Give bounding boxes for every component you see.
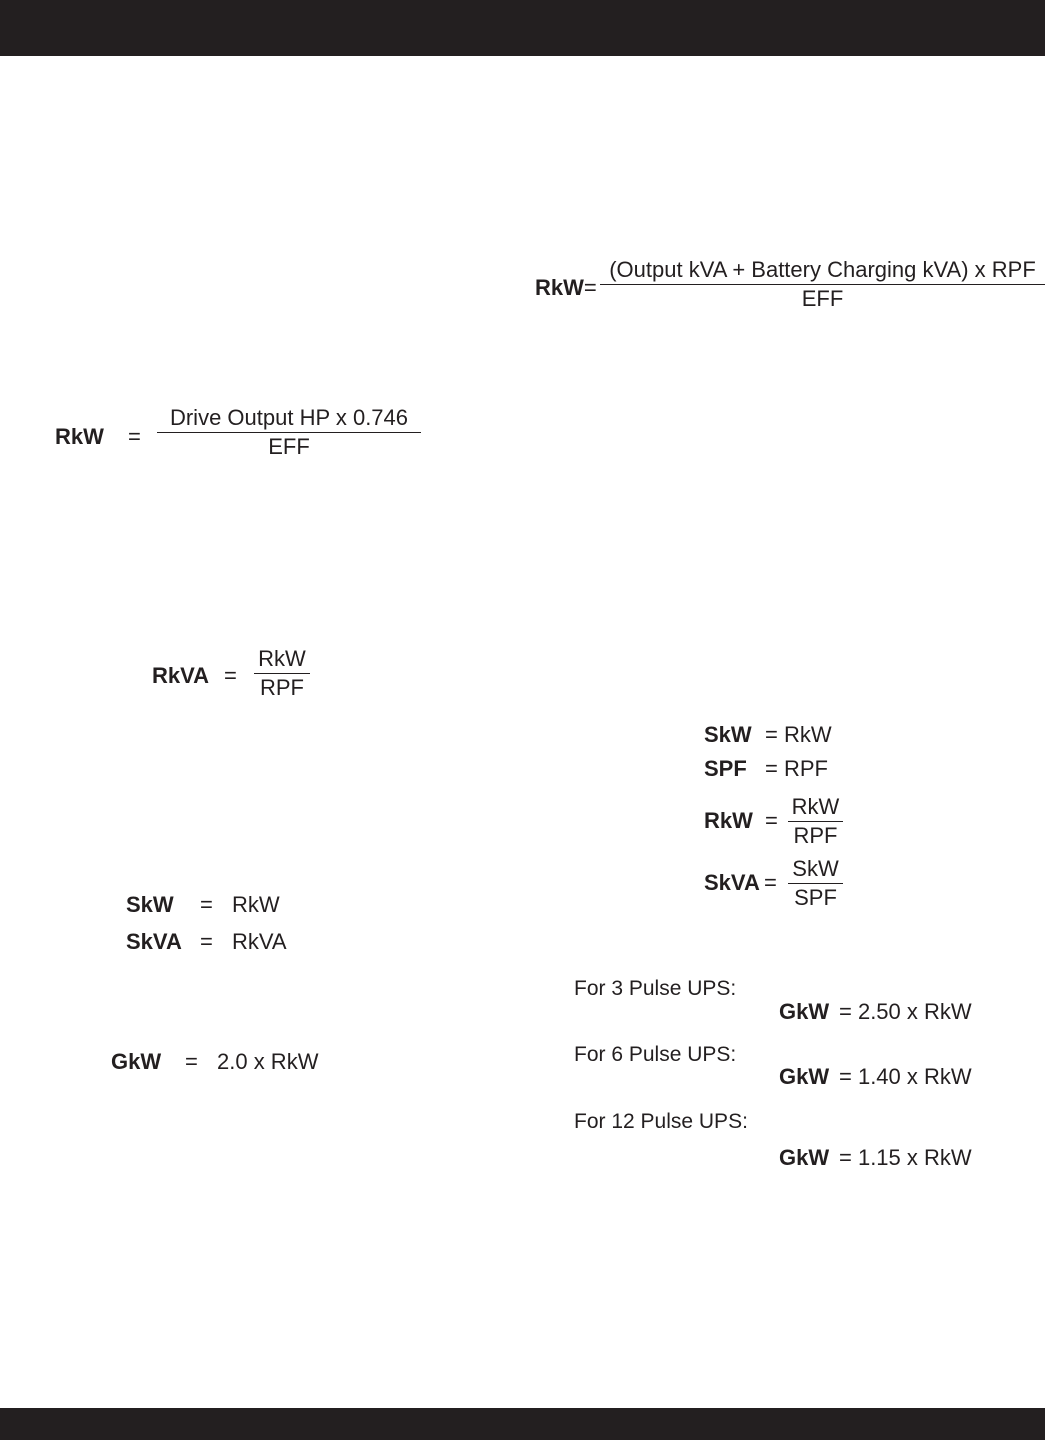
pulse-gkw-rhs-12: = 1.15 x RkW (839, 1145, 972, 1170)
drive-rkw-equals: = (128, 424, 141, 449)
skva-left-lhs: SkVA (126, 929, 182, 954)
gkw-left-equals: = (185, 1049, 198, 1074)
fraction-numerator: (Output kVA + Battery Charging kVA) x RPF (609, 257, 1036, 282)
fraction-denominator: RPF (260, 675, 304, 700)
footer-bar (0, 1408, 1045, 1440)
rkva-fraction (254, 648, 310, 699)
fraction-numerator: SkW (792, 856, 839, 881)
rkw-right-equals: = (765, 808, 778, 833)
drive-rkw-fraction (157, 407, 421, 458)
skva-right-fraction (788, 858, 843, 909)
rkva-lhs: RkVA (152, 663, 210, 688)
skw-left-equals: = (200, 892, 213, 917)
rkva-equals: = (224, 663, 237, 688)
pulse-gkw-lhs-6: GkW (779, 1064, 830, 1089)
pulse-label-6: For 6 Pulse UPS: (574, 1043, 737, 1066)
skw-left-lhs: SkW (126, 892, 174, 917)
fraction-denominator: SPF (794, 885, 837, 910)
fraction-denominator: EFF (801, 286, 844, 311)
rkw-right-fraction (788, 796, 843, 847)
gkw-left-lhs: GkW (111, 1049, 162, 1074)
pulse-gkw-rhs-6: = 1.40 x RkW (839, 1064, 972, 1089)
fraction-numerator: Drive Output HP x 0.746 (169, 405, 409, 430)
fraction-denominator: EFF (268, 434, 310, 459)
ups-rkw-fraction (600, 259, 1045, 310)
header-bar (0, 0, 1045, 56)
spf-right-lhs: SPF (704, 756, 747, 781)
pulse-label-3: For 3 Pulse UPS: (574, 977, 737, 1000)
fraction-numerator: RkW (258, 646, 306, 671)
pulse-gkw-rhs-3: = 2.50 x RkW (839, 999, 972, 1024)
skw-right-rhs: = RkW (765, 722, 832, 747)
spf-right-rhs: = RPF (765, 756, 828, 781)
fraction-denominator: RPF (793, 823, 838, 848)
pulse-gkw-lhs-3: GkW (779, 999, 830, 1024)
skva-right-equals: = (764, 870, 777, 895)
gkw-left-rhs: 2.0 x RkW (217, 1049, 319, 1074)
pulse-gkw-lhs-12: GkW (779, 1145, 830, 1170)
fraction-numerator: RkW (791, 794, 840, 819)
skva-left-rhs: RkVA (232, 929, 287, 954)
skva-left-equals: = (200, 929, 213, 954)
skw-right-lhs: SkW (704, 722, 752, 747)
skva-right-lhs: SkVA (704, 870, 760, 895)
pulse-label-12: For 12 Pulse UPS: (574, 1110, 748, 1133)
equation-equals: = (583, 275, 597, 300)
drive-rkw-lhs: RkW (55, 424, 104, 449)
rkw-right-lhs: RkW (704, 808, 753, 833)
skw-left-rhs: RkW (232, 892, 280, 917)
ups-rkw-equation (535, 277, 597, 299)
equation-lhs: RkW (535, 275, 584, 300)
